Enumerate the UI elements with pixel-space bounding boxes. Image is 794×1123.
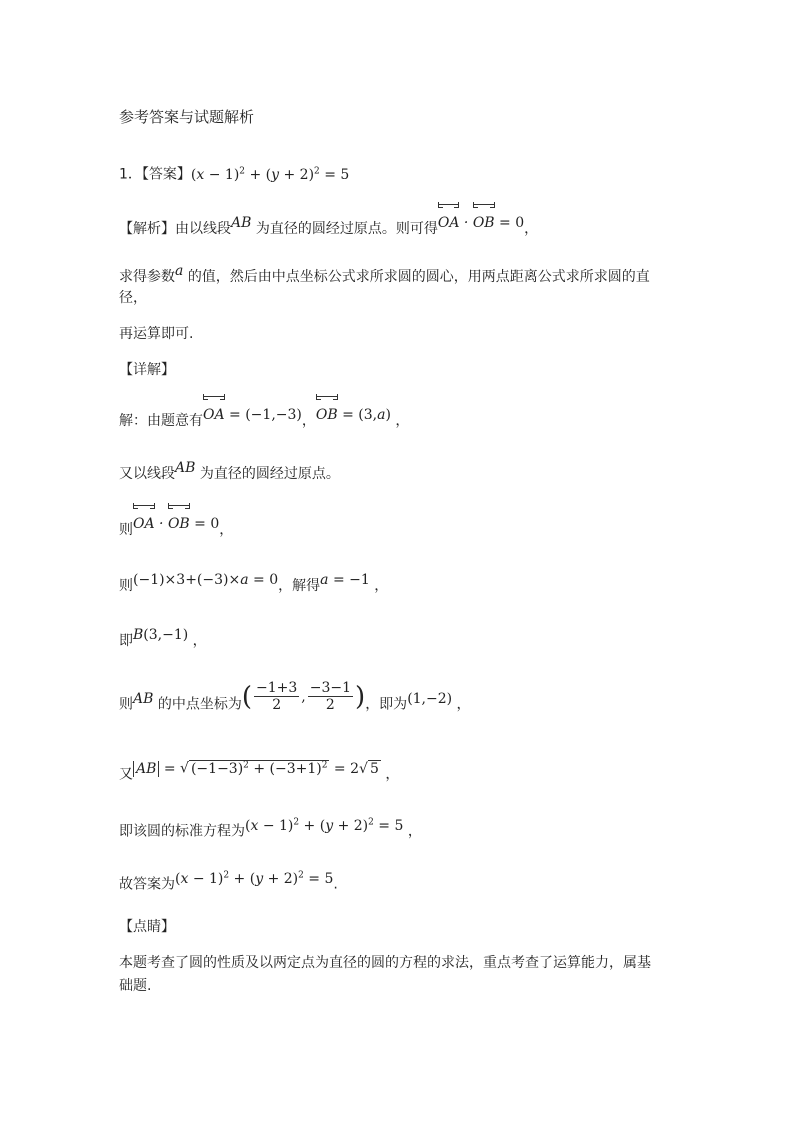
q1-answer: $(x - 1)^2 + (y + 2)^2 = 5$ xyxy=(190,166,350,183)
detail-line-3: 则OA · OB = 0， xyxy=(119,519,233,541)
analysis-line-4: 再运算即可. xyxy=(119,326,194,342)
analysis-line-2: 求得参数a 的值，然后由中点坐标公式求所求圆的圆心，用两点距离公式求所求圆的直 xyxy=(119,263,650,285)
comment-line-1: 本题考查了圆的性质及以两定点为直径的圆的方程的求法，重点考查了运算能力，属基 xyxy=(119,955,651,971)
q1-answer-line xyxy=(119,160,349,186)
detail-label: 【详解】 xyxy=(119,362,175,378)
analysis-line-3: 径， xyxy=(119,290,147,306)
detail-line-6: 则AB 的中点坐标为( $\frac{-1+3}{2}$ , $\frac{-3-1}{2}$ )，即为(1,−2) ， xyxy=(119,680,471,713)
detail-line-9: 故答案为$(x - 1)^2 + (y + 2)^2 = 5$. xyxy=(119,870,338,893)
comment-line-2: 础题. xyxy=(119,978,152,994)
detail-line-2: 又以线段AB 为直径的圆经过原点。 xyxy=(119,460,340,482)
analysis-label: 【解析】 xyxy=(119,221,175,237)
detail-line-5: 即B(3,−1) ， xyxy=(119,627,207,649)
comment-label: 【点睛】 xyxy=(119,919,175,935)
detail-line-1: 解：由题意有OA = (−1,−3)，OB = (3,a) ， xyxy=(119,410,409,432)
detail-line-7: 又 AB = √ $(-1-3)^2 + (-3+1)^2 = 2√$ 5 ， xyxy=(119,760,400,783)
q1-label: 1．【答案】 xyxy=(119,166,191,183)
analysis-line-1: 【解析】由以线段AB 为直径的圆经过原点。则可得OA · OB = 0， xyxy=(119,218,538,240)
detail-line-8: 即该圆的标准方程为$(x - 1)^2 + (y + 2)^2 = 5$ ， xyxy=(119,817,422,840)
page-heading: 参考答案与试题解析 xyxy=(119,108,255,126)
detail-line-4: 则(−1)×3+(−3)×a = 0，解得a = −1 ， xyxy=(119,572,389,594)
